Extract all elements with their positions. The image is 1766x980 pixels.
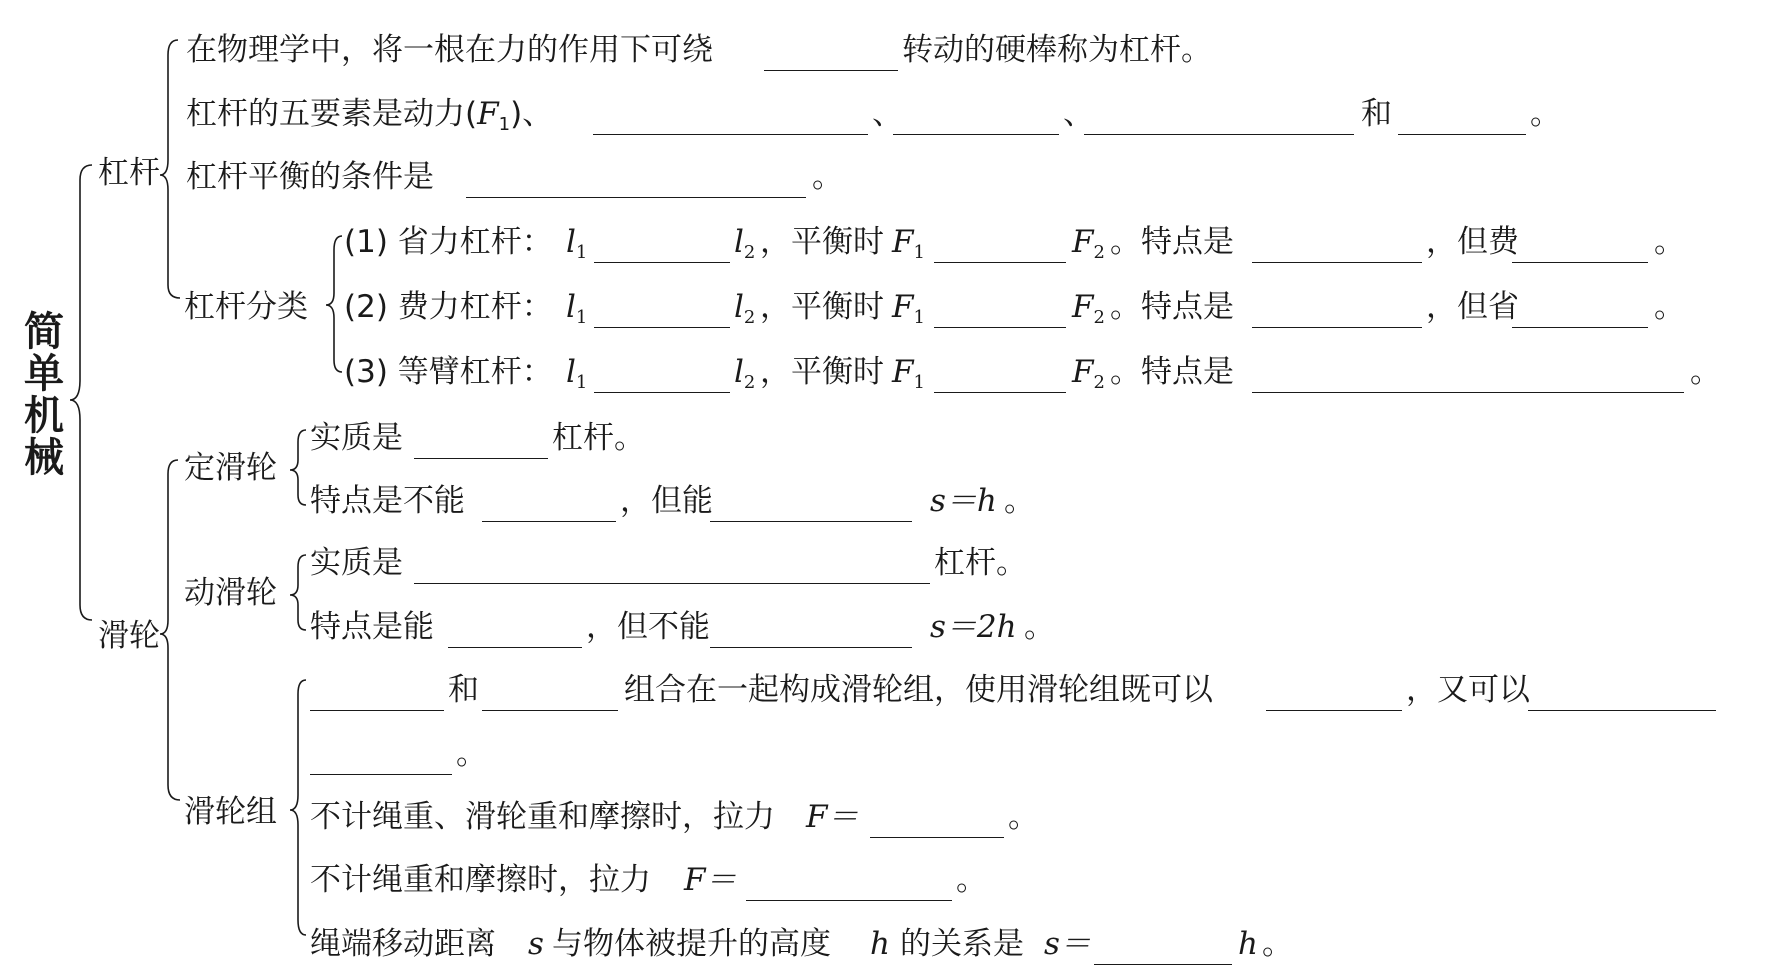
blank-class2-save[interactable] <box>1512 327 1648 328</box>
blank-element-5[interactable] <box>1398 134 1526 135</box>
blank-class3-F[interactable] <box>934 392 1066 393</box>
class2-feature: 。特点是 <box>1110 289 1234 325</box>
block-also: ，又可以 <box>1406 672 1530 708</box>
class3-feature: 。特点是 <box>1110 354 1234 390</box>
blank-block-part-2[interactable] <box>482 710 618 711</box>
class2-label: (2) 费力杠杆： <box>344 289 553 325</box>
class1-period: 。 <box>1654 224 1685 260</box>
fixed-s-eq-h: s＝h <box>930 483 997 519</box>
class2-F2: $F_2$ <box>1072 289 1105 328</box>
class2-period: 。 <box>1654 289 1685 325</box>
fixed-period: 。 <box>1004 483 1035 519</box>
blank-block-ideal-F[interactable] <box>870 837 1004 838</box>
block-ratio-h: h <box>1238 926 1258 962</box>
blank-block-ratio[interactable] <box>1094 964 1232 965</box>
blank-fixed-essence[interactable] <box>414 458 548 459</box>
branch-movable-pulley: 动滑轮 <box>184 575 277 611</box>
class2-l1: $l_1$ <box>566 289 588 328</box>
title-char-1: 简 <box>24 309 64 355</box>
blank-class1-F[interactable] <box>934 262 1066 263</box>
block-distance-h: h <box>870 926 890 962</box>
class1-feature: 。特点是 <box>1110 224 1234 260</box>
class2-balance-when: ，平衡时 <box>760 289 884 325</box>
branch-fixed-pulley: 定滑轮 <box>184 450 277 486</box>
class1-F1: $F_1$ <box>892 224 925 263</box>
class3-balance-when: ，平衡时 <box>760 354 884 390</box>
blank-class3-feature[interactable] <box>1252 392 1684 393</box>
branch-lever: 杠杆 <box>98 155 160 191</box>
class3-l1: $l_1$ <box>566 354 588 393</box>
fixed-feature-b: ，但能 <box>620 483 713 519</box>
class1-F2: $F_2$ <box>1072 224 1105 263</box>
lever-definition-a: 在物理学中，将一根在力的作用下可绕 <box>186 32 713 68</box>
block-period-4: 。 <box>1262 926 1293 962</box>
blank-block-can-2-cont[interactable] <box>310 774 452 775</box>
blank-class1-l[interactable] <box>594 262 730 263</box>
movable-s-eq-2h: s＝2h <box>930 609 1017 645</box>
blank-class2-F[interactable] <box>934 327 1066 328</box>
block-distance-a: 绳端移动距离 <box>310 926 496 962</box>
blank-element-2[interactable] <box>593 134 868 135</box>
blank-movable-can[interactable] <box>448 647 582 648</box>
blank-block-nonideal-F[interactable] <box>746 900 952 901</box>
blank-fixed-can[interactable] <box>710 521 912 522</box>
class3-l2: $l_2$ <box>734 354 756 393</box>
class1-l2: $l_2$ <box>734 224 756 263</box>
blank-element-4[interactable] <box>1084 134 1354 135</box>
block-ideal-F-eq: F＝ <box>806 799 859 835</box>
block-period-3: 。 <box>956 862 987 898</box>
blank-element-3[interactable] <box>893 134 1059 135</box>
class1-but-cost: ，但费 <box>1426 224 1519 260</box>
class3-F2: $F_2$ <box>1072 354 1105 393</box>
class3-label: (3) 等臂杠杆： <box>344 354 553 390</box>
movable-lever-word: 杠杆。 <box>934 545 1027 581</box>
fixed-essence-label: 实质是 <box>310 420 403 456</box>
blank-class1-cost[interactable] <box>1512 262 1648 263</box>
blank-movable-cannot[interactable] <box>710 647 912 648</box>
lever-sep-2: 、 <box>1063 96 1094 132</box>
blank-movable-essence[interactable] <box>414 583 930 584</box>
class2-but-save: ，但省 <box>1426 289 1519 325</box>
lever-definition-b: 转动的硬棒称为杠杆。 <box>902 32 1212 68</box>
block-nonideal-label: 不计绳重和摩擦时，拉力 <box>310 862 651 898</box>
block-nonideal-F-eq: F＝ <box>684 862 737 898</box>
blank-balance-condition[interactable] <box>466 197 806 198</box>
movable-feature-a: 特点是能 <box>310 609 434 645</box>
class3-period: 。 <box>1690 354 1721 390</box>
branch-classification: 杠杆分类 <box>184 289 308 325</box>
block-s-eq: s＝ <box>1044 926 1091 962</box>
block-distance-c: 的关系是 <box>900 926 1024 962</box>
fixed-lever-word: 杠杆。 <box>552 420 645 456</box>
block-distance-b: 与物体被提升的高度 <box>552 926 831 962</box>
block-and: 和 <box>448 672 479 708</box>
movable-essence-label: 实质是 <box>310 545 403 581</box>
title-char-3: 机 <box>24 393 64 439</box>
blank-block-can-1[interactable] <box>1266 710 1402 711</box>
blank-class1-feature[interactable] <box>1252 262 1422 263</box>
movable-feature-b: ，但不能 <box>586 609 710 645</box>
block-combine: 组合在一起构成滑轮组，使用滑轮组既可以 <box>624 672 1213 708</box>
blank-fulcrum[interactable] <box>764 70 898 71</box>
class1-l1: $l_1$ <box>566 224 588 263</box>
lever-balance-label: 杠杆平衡的条件是 <box>186 159 434 195</box>
fixed-feature-a: 特点是不能 <box>310 483 465 519</box>
block-ideal-label: 不计绳重、滑轮重和摩擦时，拉力 <box>310 799 775 835</box>
title-char-4: 械 <box>24 435 64 481</box>
title-char-2: 单 <box>24 351 64 397</box>
lever-period-2: 。 <box>1530 96 1561 132</box>
class3-F1: $F_1$ <box>892 354 925 393</box>
lever-sep-1: 、 <box>872 96 903 132</box>
branch-pulley-block: 滑轮组 <box>184 794 277 830</box>
blank-fixed-cannot[interactable] <box>482 521 616 522</box>
branch-pulley: 滑轮 <box>98 618 160 654</box>
lever-and: 和 <box>1361 96 1392 132</box>
blank-class3-l[interactable] <box>594 392 730 393</box>
class1-balance-when: ，平衡时 <box>760 224 884 260</box>
block-period-1: 。 <box>456 736 487 772</box>
class1-label: (1) 省力杠杆： <box>344 224 553 260</box>
movable-period: 。 <box>1024 609 1055 645</box>
class2-F1: $F_1$ <box>892 289 925 328</box>
blank-block-part-1[interactable] <box>310 710 444 711</box>
class2-l2: $l_2$ <box>734 289 756 328</box>
block-period-2: 。 <box>1008 799 1039 835</box>
lever-elements-label: 杠杆的五要素是动力$(F_1)$、 <box>186 96 554 135</box>
lever-period-3: 。 <box>812 159 843 195</box>
blank-block-can-2[interactable] <box>1528 710 1716 711</box>
block-distance-s: s <box>528 926 544 962</box>
blank-class2-l[interactable] <box>594 327 730 328</box>
blank-class2-feature[interactable] <box>1252 327 1422 328</box>
